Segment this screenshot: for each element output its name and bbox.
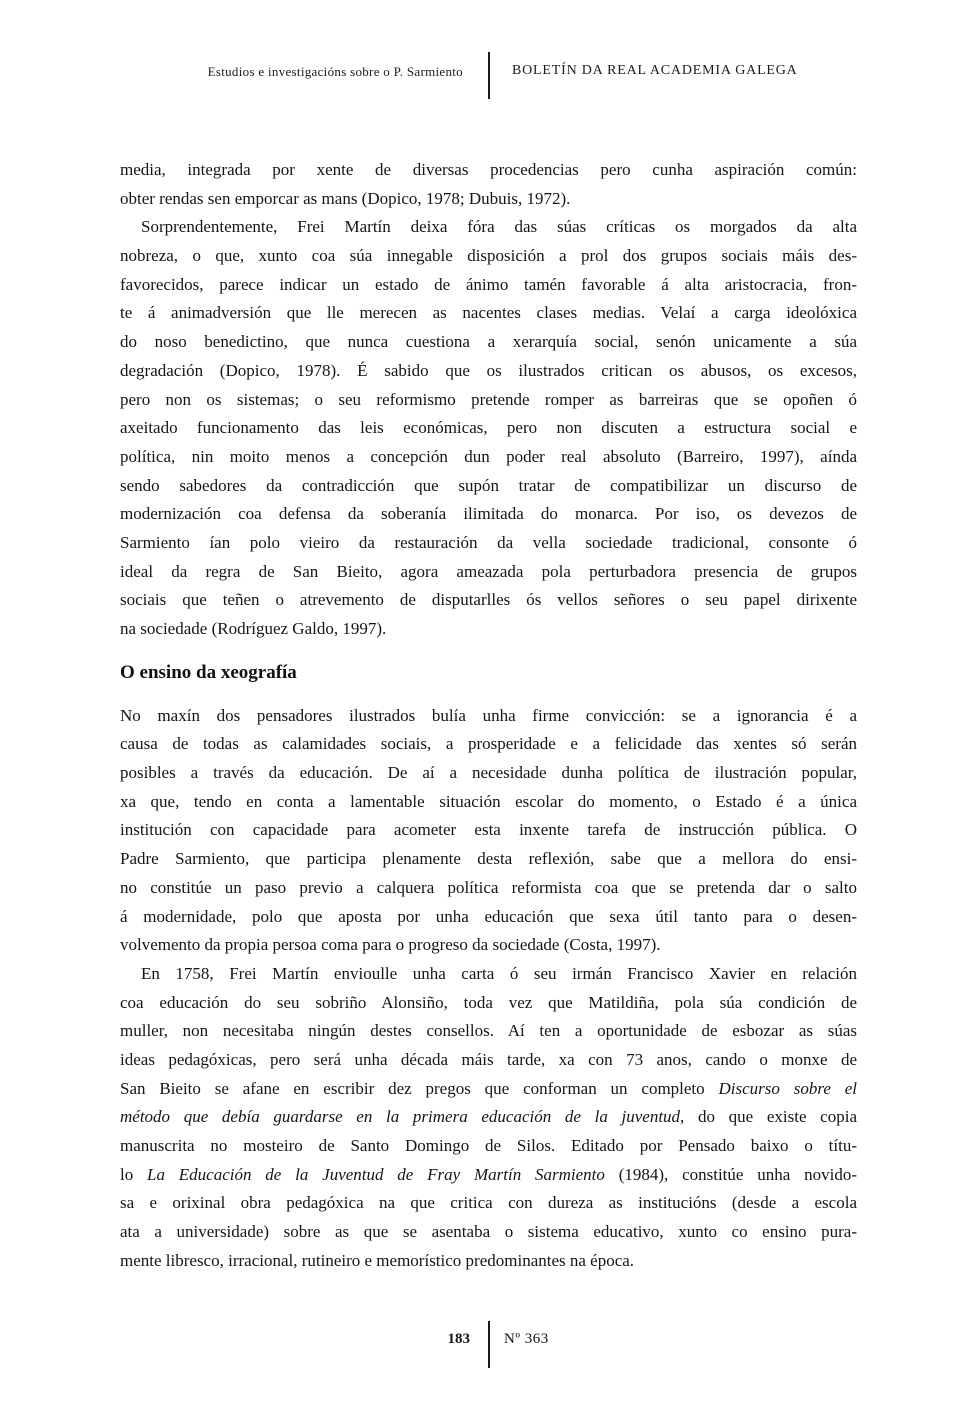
text-segment: Sorprendentemente, Frei Martín deixa fóra das súas críticas os morgados da alta	[141, 217, 857, 237]
text-line	[120, 960, 857, 989]
paragraph	[120, 702, 857, 960]
paragraph	[120, 156, 857, 213]
text-segment: media, integrada por xente de diversas procedencias pero cunha aspiración común:	[120, 160, 857, 179]
text-line	[120, 529, 857, 558]
text-line	[120, 443, 857, 472]
text-line	[120, 788, 857, 817]
text-line	[120, 1161, 857, 1190]
text-segment: posibles a través da educación. De aí a necesidade dunha política de ilustración popular,	[120, 763, 857, 783]
text-line	[120, 357, 857, 386]
text-line	[120, 328, 857, 357]
text-segment: manuscrita no mosteiro de Santo Domingo de Silos. Editado por Pensado baixo o títu-	[120, 1136, 857, 1155]
text-segment: mente libresco, irracional, rutineiro e memorístico predominantes na época.	[120, 1250, 635, 1270]
text-line	[120, 386, 857, 415]
text-line	[120, 500, 857, 529]
text-segment: sendo sabedores da contradicción que supón tratar de compatibilizar un discurso de	[120, 475, 857, 495]
paragraph	[120, 960, 857, 1276]
text-line	[120, 1247, 857, 1276]
text-line	[120, 271, 857, 300]
text-segment: Sarmiento ían polo vieiro da restauración da vella sociedade tradicional, consonte ó	[120, 532, 857, 552]
text-segment: á modernidade, polo que aposta por unha educación que sexa útil tanto para o desen-	[120, 906, 857, 926]
text-line	[120, 586, 857, 615]
article-body	[120, 156, 857, 1275]
text-line	[120, 903, 857, 932]
text-line	[120, 759, 857, 788]
text-line	[120, 472, 857, 501]
text-line	[120, 702, 857, 731]
text-line	[120, 213, 857, 242]
italic-text-segment: La Educación de la Juventud de Fray Martín Sarmiento	[147, 1164, 605, 1184]
text-line	[120, 1189, 857, 1218]
text-segment: ata a universidade) sobre as que se asentaba o sistema educativo, xunto co ensino pura-	[120, 1222, 857, 1242]
text-line	[120, 185, 857, 214]
text-line	[120, 931, 857, 960]
text-line	[120, 816, 857, 845]
text-line	[120, 989, 857, 1018]
text-segment: volvemento da propia persoa coma para o progreso da sociedade (Costa, 1997).	[120, 935, 661, 955]
text-line	[120, 1017, 857, 1046]
text-line	[120, 845, 857, 874]
text-segment: ideas pedagóxicas, pero será unha década máis tarde, xa con 73 anos, cando o monxe de	[120, 1049, 857, 1069]
text-segment: institución con capacidade para acometer esta inxente tarefa de instrucción pública. O	[120, 820, 857, 840]
text-segment: causa de todas as calamidades sociais, a prosperidade e a felicidade das xentes só serán	[120, 734, 857, 754]
text-segment: muller, non necesitaba ningún destes consellos. Aí ten a oportunidade de esbozar as súas	[120, 1021, 857, 1041]
paragraph	[120, 213, 857, 643]
text-line	[120, 299, 857, 328]
text-segment: obter rendas sen emporcar as mans (Dopico, 1978; Dubuis, 1972).	[120, 188, 571, 208]
text-segment: modernización coa defensa da soberanía ilimitada do monarca. Por iso, os devezos de	[120, 504, 857, 524]
text-line	[120, 558, 857, 587]
section-heading: O ensino da xeografía	[120, 661, 297, 683]
text-segment: do noso benedictino, que nunca cuestiona a xerarquía social, senón unicamente a súa	[120, 332, 857, 352]
text-segment: política, nin moito menos a concepción dun poder real absoluto (Barreiro, 1997), aínda	[120, 446, 857, 466]
text-segment: En 1758, Frei Martín envioulle unha carta ó seu irmán Francisco Xavier en relación	[141, 963, 857, 983]
text-line	[120, 1218, 857, 1247]
text-line	[120, 730, 857, 759]
text-segment: pero non os sistemas; o seu reformismo pretende romper as barreiras que se opoñen ó	[120, 389, 857, 409]
text-line	[120, 1075, 857, 1104]
text-segment: No maxín dos pensadores ilustrados bulía unha firme convicción: se a ignorancia é a	[120, 705, 857, 725]
text-segment: te á animadversión que lle merecen as nacentes clases medias. Velaí a carga ideolóxica	[120, 303, 857, 323]
running-head-journal-title: BOLETÍN DA REAL ACADEMIA GALEGA	[512, 63, 798, 78]
text-line	[120, 414, 857, 443]
text-line	[120, 156, 857, 185]
text-line	[120, 242, 857, 271]
text-line	[120, 615, 857, 644]
text-segment: lo	[120, 1164, 148, 1184]
text-segment: axeitado funcionamento das leis económicas, pero non discuten a estructura social e	[120, 418, 857, 438]
text-segment: coa educación do seu sobriño Alonsiño, toda vez que Matildiña, pola súa condición de	[120, 992, 857, 1012]
italic-text-segment: método que debía guardarse en la primera educación de la juventud	[120, 1107, 681, 1127]
page-number: 183	[447, 1331, 470, 1347]
header-divider	[488, 52, 490, 99]
text-segment: nobreza, o que, xunto coa súa innegable disposición a prol dos grupos sociais máis des-	[120, 246, 857, 266]
text-segment: xa que, tendo en conta a lamentable situación escolar do momento, o Estado é a única	[120, 791, 857, 811]
text-line	[120, 1103, 857, 1132]
text-segment: degradación (Dopico, 1978). É sabido que os ilustrados critican os abusos, os excesos,	[120, 360, 857, 380]
text-segment: sociais que teñen o atrevemento de disputarlles ós vellos señores o seu papel dirixente	[120, 590, 857, 610]
footer-divider	[488, 1321, 490, 1368]
italic-text-segment: Discurso sobre el	[718, 1078, 857, 1098]
running-head-section-title: Estudios e investigacións sobre o P. Sarmiento	[207, 64, 463, 79]
text-line	[120, 1046, 857, 1075]
text-line	[120, 874, 857, 903]
text-segment: sa e orixinal obra pedagóxica na que critica con dureza as institucións (desde a escola	[120, 1193, 857, 1213]
text-segment: favorecidos, parece indicar un estado de ánimo tamén favorable á alta aristocracia, fron-	[120, 274, 857, 294]
text-segment: no constitúe un paso previo a calquera política reformista coa que se pretenda dar o salto	[120, 877, 857, 897]
text-segment: (1984), constitúe unha novido-	[604, 1164, 857, 1184]
issue-number: Nº 363	[504, 1331, 549, 1347]
text-segment: na sociedade (Rodríguez Galdo, 1997).	[120, 619, 387, 638]
text-segment: , do que existe copia	[680, 1107, 857, 1127]
text-segment: Padre Sarmiento, que participa plenamente desta reflexión, sabe que a mellora do ensi-	[120, 849, 857, 869]
text-segment: ideal da regra de San Bieito, agora ameazada pola perturbadora presencia de grupos	[120, 561, 857, 581]
text-segment: San Bieito se afane en escribir dez pregos que conforman un completo	[120, 1078, 719, 1098]
text-line	[120, 1132, 857, 1161]
